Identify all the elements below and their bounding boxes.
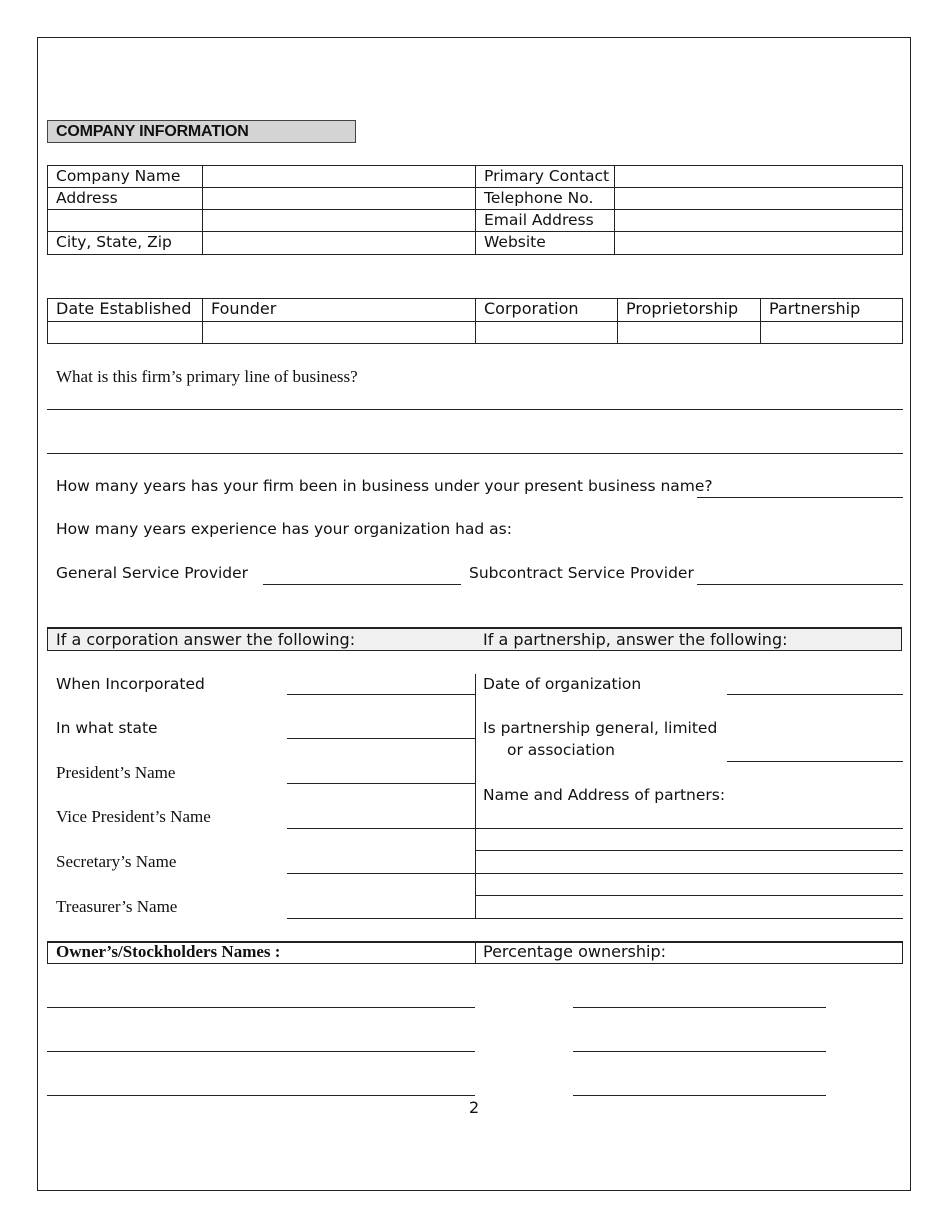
date-of-organization-label: Date of organization bbox=[483, 675, 642, 693]
owner-name-line-2[interactable] bbox=[47, 1051, 475, 1052]
telephone-label: Telephone No. bbox=[475, 187, 615, 210]
address-field[interactable] bbox=[202, 187, 476, 210]
primary-business-line-2[interactable] bbox=[47, 453, 903, 454]
company-name-label: Company Name bbox=[47, 165, 203, 188]
years-experience-question: How many years experience has your organization had as: bbox=[56, 520, 512, 538]
city-state-zip-field[interactable] bbox=[202, 231, 476, 255]
date-established-header: Date Established bbox=[47, 298, 203, 322]
secretary-name-label: Secretary’s Name bbox=[56, 852, 177, 871]
address-2-field[interactable] bbox=[202, 209, 476, 232]
owner-name-line-1[interactable] bbox=[47, 1007, 475, 1008]
owner-percentage-line-2[interactable] bbox=[573, 1051, 826, 1052]
corporation-header-text: If a corporation answer the following: bbox=[56, 630, 356, 649]
email-field[interactable] bbox=[614, 209, 903, 232]
percentage-header-text: Percentage ownership: bbox=[483, 942, 666, 961]
page-number: 2 bbox=[469, 1098, 480, 1117]
years-in-business-question: How many years has your firm been in business under your present business name? bbox=[56, 477, 713, 495]
telephone-field[interactable] bbox=[614, 187, 903, 210]
treasurer-name-label: Treasurer’s Name bbox=[56, 897, 178, 916]
when-incorporated-field[interactable] bbox=[287, 694, 475, 695]
secretary-name-field[interactable] bbox=[287, 873, 475, 874]
partnership-header-text: If a partnership, answer the following: bbox=[483, 630, 788, 649]
city-state-zip-label: City, State, Zip bbox=[47, 231, 203, 255]
address-label: Address bbox=[47, 187, 203, 210]
proprietorship-header: Proprietorship bbox=[617, 298, 761, 322]
ownership-header-divider bbox=[475, 941, 476, 964]
corporation-field[interactable] bbox=[475, 321, 618, 344]
column-divider bbox=[475, 674, 476, 918]
president-name-label: President’s Name bbox=[56, 763, 176, 782]
treasurer-name-field[interactable] bbox=[287, 918, 475, 919]
primary-business-question: What is this firm’s primary line of business? bbox=[56, 367, 358, 386]
owners-header-text: Owner’s/Stockholders Names : bbox=[56, 942, 281, 961]
primary-contact-label: Primary Contact bbox=[475, 165, 615, 188]
owner-percentage-line-3[interactable] bbox=[573, 1095, 826, 1096]
in-what-state-field[interactable] bbox=[287, 738, 475, 739]
subcontract-provider-label: Subcontract Service Provider bbox=[469, 564, 694, 582]
general-provider-label: General Service Provider bbox=[56, 564, 249, 582]
founder-header: Founder bbox=[202, 298, 476, 322]
website-field[interactable] bbox=[614, 231, 903, 255]
partners-line-1[interactable] bbox=[475, 828, 903, 829]
corporation-header: Corporation bbox=[475, 298, 618, 322]
partnership-type-field[interactable] bbox=[727, 761, 903, 762]
primary-business-line-1[interactable] bbox=[47, 409, 903, 410]
website-label: Website bbox=[475, 231, 615, 255]
proprietorship-field[interactable] bbox=[617, 321, 761, 344]
owner-name-line-3[interactable] bbox=[47, 1095, 475, 1096]
partners-line-3[interactable] bbox=[475, 873, 903, 874]
date-established-field[interactable] bbox=[47, 321, 203, 344]
partnership-field[interactable] bbox=[760, 321, 903, 344]
partnership-header: Partnership bbox=[760, 298, 903, 322]
partners-line-4[interactable] bbox=[475, 895, 903, 896]
company-name-field[interactable] bbox=[202, 165, 476, 188]
founder-field[interactable] bbox=[202, 321, 476, 344]
address-2-label bbox=[47, 209, 203, 232]
partners-label: Name and Address of partners: bbox=[483, 786, 726, 804]
subcontract-provider-field[interactable] bbox=[697, 584, 903, 585]
vice-president-name-field[interactable] bbox=[287, 828, 475, 829]
section-title: COMPANY INFORMATION bbox=[47, 120, 356, 143]
partners-line-2[interactable] bbox=[475, 850, 903, 851]
partnership-type-label: Is partnership general, limited bbox=[483, 719, 718, 737]
in-what-state-label: In what state bbox=[56, 719, 158, 737]
vice-president-name-label: Vice President’s Name bbox=[56, 807, 211, 826]
partners-line-5[interactable] bbox=[475, 918, 903, 919]
email-label: Email Address bbox=[475, 209, 615, 232]
owner-percentage-line-1[interactable] bbox=[573, 1007, 826, 1008]
date-of-organization-field[interactable] bbox=[727, 694, 903, 695]
general-provider-field[interactable] bbox=[263, 584, 461, 585]
years-in-business-field[interactable] bbox=[697, 497, 903, 498]
when-incorporated-label: When Incorporated bbox=[56, 675, 205, 693]
primary-contact-field[interactable] bbox=[614, 165, 903, 188]
president-name-field[interactable] bbox=[287, 783, 475, 784]
partnership-type-label-2: or association bbox=[507, 741, 615, 759]
